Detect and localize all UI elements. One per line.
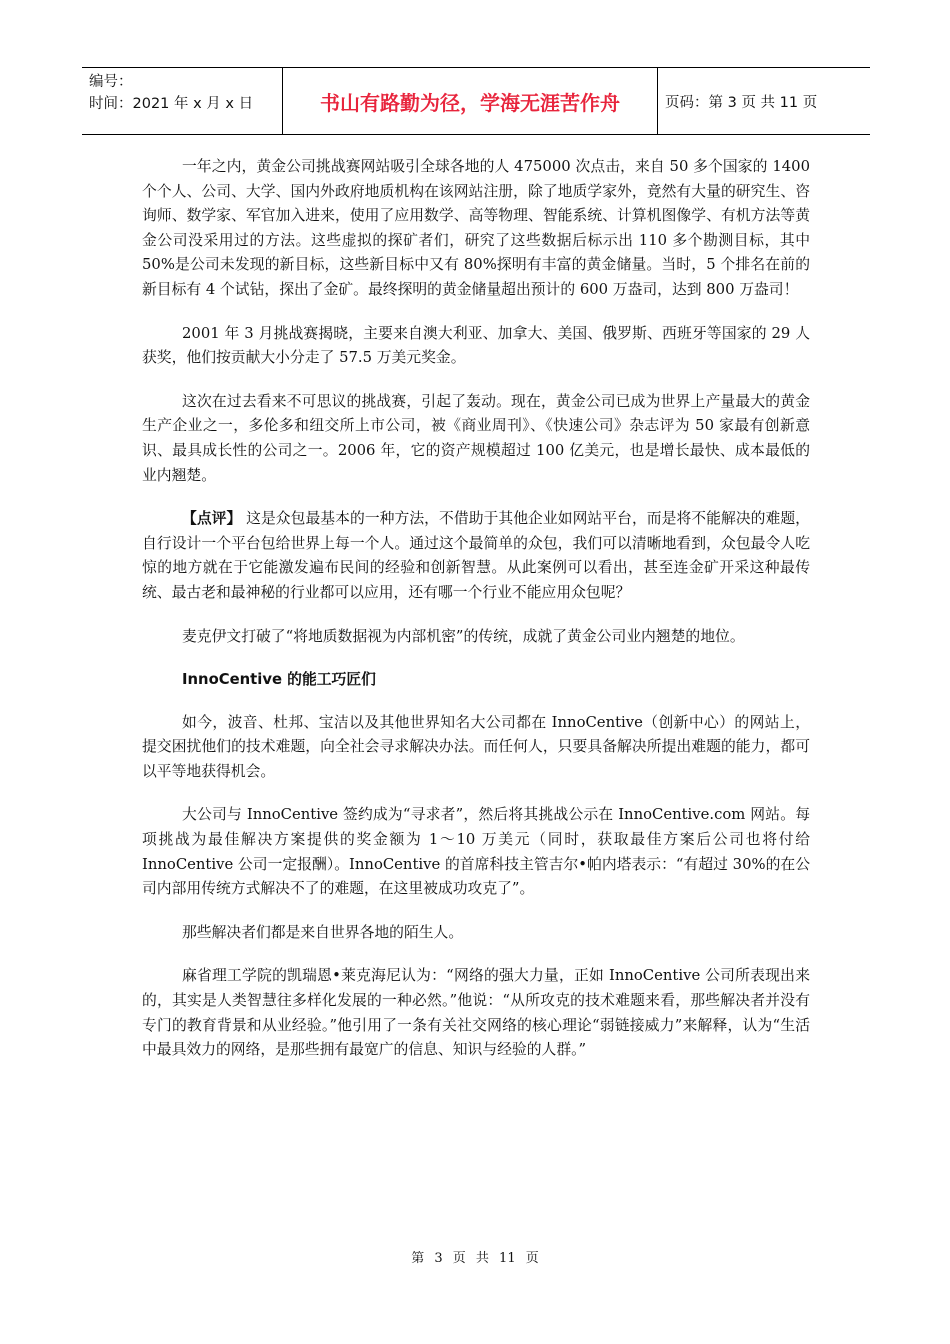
body-paragraph: 那些解决者们都是来自世界各地的陌生人。 <box>182 923 464 941</box>
page-footer: 第 3 页 共 11 页 <box>411 1251 539 1266</box>
number-label: 编号： <box>89 74 133 90</box>
body-paragraph: 大公司与 InnoCentive 签约成为“寻求者”，然后将其挑战公示在 InnoCentive.com 网站。每项挑战为最佳解决方案提供的奖金额为 1～10 万美元（同时，获取最佳方案后公司也将付给 InnoCentive 公司一定报酬）。InnoCentive 的首席科技主管吉尔•帕内塔表示：“有超过 30%的在公司内部用传统方式解决不了的难题，在这里被成功攻克了”。 <box>142 806 810 898</box>
comment-tag: 【点评】 <box>182 510 242 528</box>
body-paragraph: 2001 年 3 月挑战赛揭晓，主要来自澳大利亚、加拿大、美国、俄罗斯、西班牙等国家的 29 人获奖，他们按贡献大小分走了 57.5 万美元奖金。 <box>142 324 810 367</box>
body-paragraph: 如今，波音、杜邦、宝洁以及其他世界知名大公司都在 InnoCentive（创新中心）的网站上，提交困扰他们的技术难题，向全社会寻求解决办法。而任何人，只要具备解决所提出难题的能力，都可以平等地获得机会。 <box>142 713 810 780</box>
comment-paragraph <box>142 507 810 605</box>
date-label: 时间：2021 年 x 月 x 日 <box>89 96 254 112</box>
body-paragraph: 一年之内，黄金公司挑战赛网站吸引全球各地的人 475000 次点击，来自 50 多个国家的 1400 个个人、公司、大学、国内外政府地质机构在该网站注册，除了地质学家外，竟然有大量的研究生、咨询师、数学家、军官加入进来，使用了应用数学、高等物理、智能系统、计算机图像学、有机方法等黄金公司没采用过的方法。这些虚拟的探矿者们，研究了这些数据后标示出 110 多个勘测目标，其中 50%是公司未发现的新目标，这些新目标中又有 80%探明有丰富的黄金储量。当时，5 个排名在前的新目标有 4 个试钻，探出了金矿。最终探明的黄金储量超出预计的 600 万盎司，达到 800 万盎司！ <box>142 158 810 298</box>
body-paragraph: 麻省理工学院的凯瑞恩•莱克海尼认为：“网络的强大力量，正如 InnoCentive 公司所表现出来的，其实是人类智慧往多样化发展的一种必然。”他说：“从所攻克的技术难题来看，那些解决者并没有专门的教育背景和从业经验。”他引用了一条有关社交网络的核心理论“弱链接威力”来解释，认为“生活中最具效力的网络，是那些拥有最宽广的信息、知识与经验的人群。” <box>142 967 810 1059</box>
body-paragraph: 麦克伊文打破了“将地质数据视为内部机密”的传统，成就了黄金公司业内翘楚的地位。 <box>182 627 745 645</box>
header-page-info: 页码：第 3 页 共 11 页 <box>665 94 818 111</box>
section-heading: InnoCentive 的能工巧匠们 <box>182 671 376 689</box>
page-header <box>82 67 870 135</box>
document-body <box>142 155 810 1082</box>
header-motto: 书山有路勤为径，学海无涯苦作舟 <box>282 68 658 134</box>
body-paragraph: 这次在过去看来不可思议的挑战赛，引起了轰动。现在，黄金公司已成为世界上产量最大的黄金生产企业之一，多伦多和纽交所上市公司，被《商业周刊》、《快速公司》杂志评为 50 家最有创新意识、最具成长性的公司之一。2006 年，它的资产规模超过 100 亿美元，也是增长最快、成本最低的业内翘楚。 <box>142 392 810 484</box>
header-meta <box>82 68 282 134</box>
comment-text: 这是众包最基本的一种方法，不借助于其他企业如网站平台，而是将不能解决的难题，自行设计一个平台包给世界上每一个人。通过这个最简单的众包，我们可以清晰地看到，众包最令人吃惊的地方就在于它能激发遍布民间的经验和创新智慧。从此案例可以看出，甚至连金矿开采这种最传统、最古老和最神秘的行业都可以应用，还有哪一个行业不能应用众包呢？ <box>142 510 810 601</box>
